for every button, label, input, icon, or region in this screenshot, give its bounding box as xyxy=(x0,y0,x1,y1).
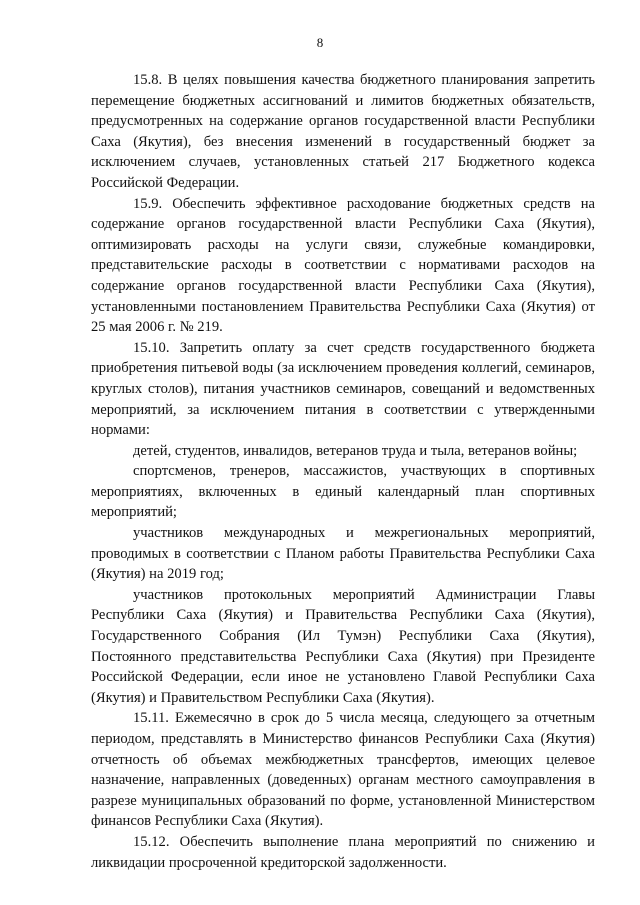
paragraph-15-9: 15.9. Обеспечить эффективное расходование бюджетных средств на содержание органов государственной власти Республики Саха (Якутия), оптимизировать расходы на услуги связи, служебные командировки, представительские расходы в соответствии с нормативами расходов на содержание органов государственной власти Республики Саха (Якутия), установленными постановлением Правительства Республики Саха (Якутия) от 25 мая 2006 г. № 219. xyxy=(91,195,595,336)
list-item-international-events: участников международных и межрегиональных мероприятий, проводимых в соответствии с Планом работы Правительства Республики Саха (Якутия) на 2019 год; xyxy=(91,525,595,583)
page-number: 8 xyxy=(316,35,324,50)
document-body xyxy=(91,70,595,873)
paragraph-15-8: 15.8. В целях повышения качества бюджетного планирования запретить перемещение бюджетных ассигнований и лимитов бюджетных обязательств, предусмотренных на содержание органов государственной власти Республики Саха (Якутия), без внесения изменений в государственный бюджет за исключением случаев, установленных статьей 217 Бюджетного кодекса Российской Федерации. xyxy=(91,72,595,191)
list-item-children-veterans: детей, студентов, инвалидов, ветеранов труда и тыла, ветеранов войны; xyxy=(133,442,578,459)
list-item-protocol-events: участников протокольных мероприятий Администрации Главы Республики Саха (Якутия) и Правительства Республики Саха (Якутия), Государственного Собрания (Ил Тумэн) Республики Саха (Якутия), Постоянного представительства Республики Саха (Якутия) при Президенте Российской Федерации, если иное не установлено Главой Республики Саха (Якутия) и Правительством Республики Саха (Якутия). xyxy=(91,586,595,706)
paragraph-15-12: 15.12. Обеспечить выполнение плана мероприятий по снижению и ликвидации просроченной кредиторской задолженности. xyxy=(91,833,595,871)
paragraph-15-11: 15.11. Ежемесячно в срок до 5 числа месяца, следующего за отчетным периодом, представлять в Министерство финансов Республики Саха (Якутия) отчетность об объемах межбюджетных трансфертов, имеющих целевое назначение, направленных (доведенных) органам местного самоуправления в разрезе муниципальных образований по форме, установленной Министерством финансов Республики Саха (Якутия). xyxy=(91,710,595,830)
list-item-athletes: спортсменов, тренеров, массажистов, участвующих в спортивных мероприятиях, включенных в единый календарный план спортивных мероприятий; xyxy=(91,463,595,521)
paragraph-15-10: 15.10. Запретить оплату за счет средств государственного бюджета приобретения питьевой воды (за исключением проведения коллегий, семинаров, круглых столов), питания участников семинаров, совещаний и ведомственных мероприятий, за исключением питания в соответствии с утвержденными нормами: xyxy=(91,339,595,439)
